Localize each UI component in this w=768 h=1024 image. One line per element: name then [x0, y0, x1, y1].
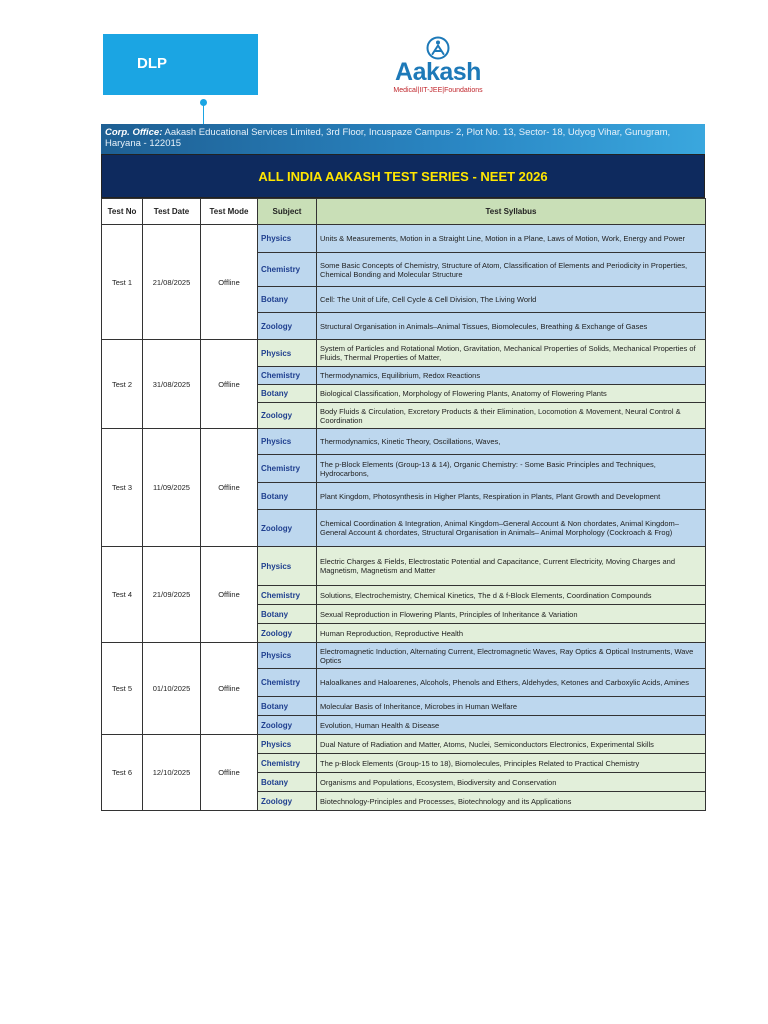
syllabus-cell: Biotechnology-Principles and Processes, Biotechnology and its Applications — [317, 792, 706, 811]
subject-cell: Zoology — [258, 624, 317, 643]
col-header-subject: Subject — [258, 199, 317, 225]
syllabus-cell: Organisms and Populations, Ecosystem, Biodiversity and Conservation — [317, 773, 706, 792]
syllabus-cell: Chemical Coordination & Integration, Animal Kingdom–General Account & Non chordates, Animal Kingdom–General Account & chordates, Structural Organisation in Animals– Animal Morphology (Cockroach & Frog) — [317, 510, 706, 547]
table-row — [102, 225, 706, 253]
test-no-cell: Test 4 — [102, 547, 143, 643]
col-header-syllabus: Test Syllabus — [317, 199, 706, 225]
syllabus-cell: System of Particles and Rotational Motion, Gravitation, Mechanical Properties of Solids, Mechanical Properties of Fluids, Thermal Properties of Matter, — [317, 340, 706, 367]
syllabus-cell: Thermodynamics, Equilibrium, Redox Reactions — [317, 367, 706, 385]
subject-cell: Botany — [258, 773, 317, 792]
syllabus-cell: Plant Kingdom, Photosynthesis in Higher Plants, Respiration in Plants, Plant Growth and Development — [317, 483, 706, 510]
syllabus-cell: Units & Measurements, Motion in a Straight Line, Motion in a Plane, Laws of Motion, Work, Energy and Power — [317, 225, 706, 253]
syllabus-cell: Some Basic Concepts of Chemistry, Structure of Atom, Classification of Elements and Periodicity in Properties, Chemical Bonding and Molecular Structure — [317, 253, 706, 287]
test-date-cell: 31/08/2025 — [143, 340, 201, 429]
test-no-cell: Test 5 — [102, 643, 143, 735]
subject-cell: Zoology — [258, 716, 317, 735]
test-mode-cell: Offline — [201, 643, 258, 735]
test-date-cell: 11/09/2025 — [143, 429, 201, 547]
subject-cell: Botany — [258, 483, 317, 510]
table-row — [102, 735, 706, 754]
test-date-cell: 21/09/2025 — [143, 547, 201, 643]
page-title: ALL INDIA AAKASH TEST SERIES - NEET 2026 — [101, 154, 705, 198]
subject-cell: Botany — [258, 385, 317, 403]
table-row — [102, 340, 706, 367]
test-no-cell: Test 6 — [102, 735, 143, 811]
syllabus-cell: Body Fluids & Circulation, Excretory Products & their Elimination, Locomotion & Movement, Neural Control & Coordination — [317, 403, 706, 429]
test-schedule-table — [101, 198, 706, 811]
subject-cell: Physics — [258, 429, 317, 455]
subject-cell: Chemistry — [258, 253, 317, 287]
syllabus-cell: Evolution, Human Health & Disease — [317, 716, 706, 735]
test-no-cell: Test 3 — [102, 429, 143, 547]
col-header-test-date: Test Date — [143, 199, 201, 225]
syllabus-cell: The p-Block Elements (Group-15 to 18), Biomolecules, Principles Related to Practical Chemistry — [317, 754, 706, 773]
subject-cell: Physics — [258, 225, 317, 253]
syllabus-cell: Biological Classification, Morphology of Flowering Plants, Anatomy of Flowering Plants — [317, 385, 706, 403]
office-address: Aakash Educational Services Limited, 3rd Floor, Incuspaze Campus- 2, Plot No. 13, Sector- 18, Udyog Vihar, Gurugram, Haryana - 122015 — [105, 127, 671, 149]
subject-cell: Chemistry — [258, 455, 317, 483]
logo-name: Aakash — [395, 58, 481, 86]
test-date-cell: 21/08/2025 — [143, 225, 201, 340]
test-mode-cell: Offline — [201, 735, 258, 811]
subject-cell: Chemistry — [258, 367, 317, 385]
subject-cell: Physics — [258, 735, 317, 754]
table-row — [102, 547, 706, 586]
syllabus-cell: Haloalkanes and Haloarenes, Alcohols, Phenols and Ethers, Aldehydes, Ketones and Carboxylic Acids, Amines — [317, 669, 706, 697]
syllabus-cell: Human Reproduction, Reproductive Health — [317, 624, 706, 643]
subject-cell: Zoology — [258, 403, 317, 429]
subject-cell: Zoology — [258, 510, 317, 547]
dlp-badge — [103, 34, 258, 95]
syllabus-cell: Molecular Basis of Inheritance, Microbes in Human Welfare — [317, 697, 706, 716]
office-label: Corp. Office: — [105, 127, 163, 138]
corp-office-bar — [101, 124, 705, 154]
subject-cell: Zoology — [258, 792, 317, 811]
logo-tagline: Medical|IIT-JEE|Foundations — [393, 87, 483, 94]
dlp-label: DLP — [137, 55, 167, 72]
subject-cell: Chemistry — [258, 669, 317, 697]
test-date-cell: 01/10/2025 — [143, 643, 201, 735]
table-row — [102, 643, 706, 669]
subject-cell: Physics — [258, 340, 317, 367]
subject-cell: Botany — [258, 697, 317, 716]
syllabus-cell: Structural Organisation in Animals–Animal Tissues, Biomolecules, Breathing & Exchange of Gases — [317, 313, 706, 340]
test-mode-cell: Offline — [201, 225, 258, 340]
table-header-row — [102, 199, 706, 225]
test-mode-cell: Offline — [201, 547, 258, 643]
col-header-test-no: Test No — [102, 199, 143, 225]
test-no-cell: Test 2 — [102, 340, 143, 429]
syllabus-cell: Electromagnetic Induction, Alternating Current, Electromagnetic Waves, Ray Optics & Optical Instruments, Wave Optics — [317, 643, 706, 669]
test-mode-cell: Offline — [201, 340, 258, 429]
connector-line — [203, 104, 204, 124]
subject-cell: Physics — [258, 547, 317, 586]
syllabus-cell: The p-Block Elements (Group-13 & 14), Organic Chemistry: - Some Basic Principles and Techniques, Hydrocarbons, — [317, 455, 706, 483]
table-row — [102, 429, 706, 455]
syllabus-cell: Electric Charges & Fields, Electrostatic Potential and Capacitance, Current Electricity, Moving Charges and Magnetism, Magnetism and Matter — [317, 547, 706, 586]
subject-cell: Zoology — [258, 313, 317, 340]
syllabus-cell: Solutions, Electrochemistry, Chemical Kinetics, The d & f-Block Elements, Coordination Compounds — [317, 586, 706, 605]
syllabus-cell: Cell: The Unit of Life, Cell Cycle & Cell Division, The Living World — [317, 287, 706, 313]
test-date-cell: 12/10/2025 — [143, 735, 201, 811]
subject-cell: Physics — [258, 643, 317, 669]
subject-cell: Botany — [258, 605, 317, 624]
subject-cell: Botany — [258, 287, 317, 313]
test-mode-cell: Offline — [201, 429, 258, 547]
subject-cell: Chemistry — [258, 754, 317, 773]
syllabus-cell: Sexual Reproduction in Flowering Plants, Principles of Inheritance & Variation — [317, 605, 706, 624]
subject-cell: Chemistry — [258, 586, 317, 605]
aakash-logo — [382, 36, 494, 100]
syllabus-cell: Dual Nature of Radiation and Matter, Atoms, Nuclei, Semiconductors Electronics, Experimental Skills — [317, 735, 706, 754]
syllabus-cell: Thermodynamics, Kinetic Theory, Oscillations, Waves, — [317, 429, 706, 455]
aakash-emblem-icon — [425, 36, 451, 60]
col-header-test-mode: Test Mode — [201, 199, 258, 225]
test-no-cell: Test 1 — [102, 225, 143, 340]
